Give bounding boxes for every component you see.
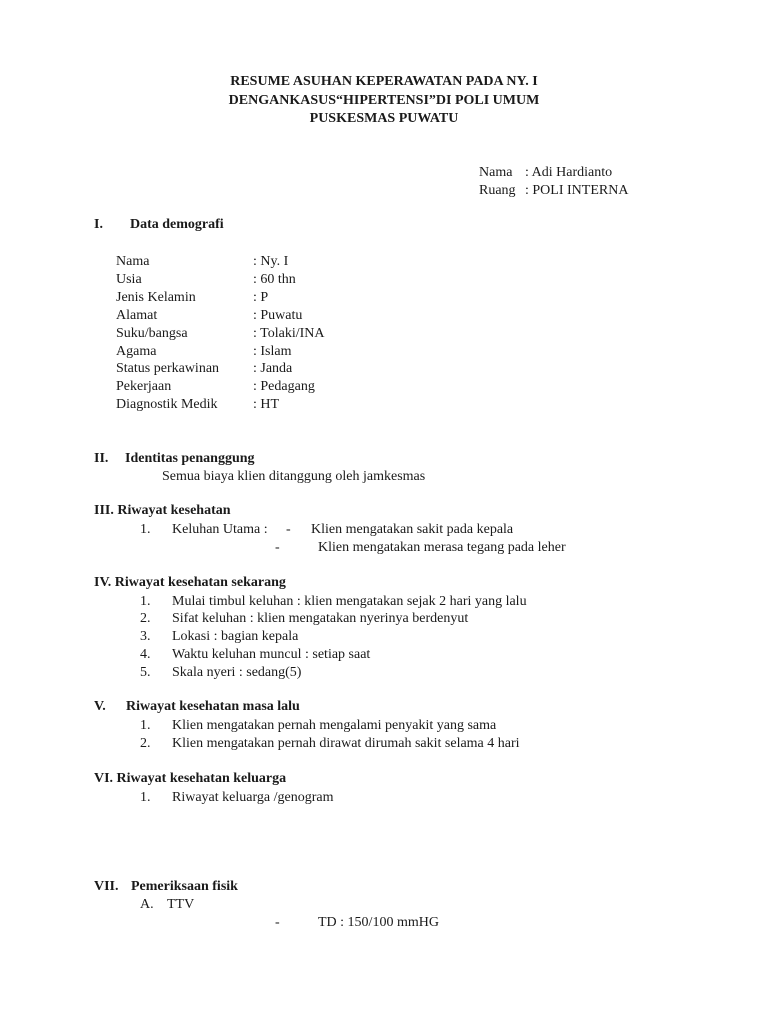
document-title-line-2: DENGANKASUS“HIPERTENSI”DI POLI UMUM	[228, 93, 540, 108]
list-item: Mulai timbul keluhan : klien mengatakan sejak 2 hari yang lalu	[172, 594, 527, 609]
section-7-number: VII.	[94, 879, 119, 894]
complaint-item: Klien mengatakan merasa tegang pada leher	[318, 540, 566, 555]
complaint-item: Klien mengatakan sakit pada kepala	[311, 522, 514, 537]
demo-label: Usia	[116, 272, 142, 287]
list-number: 5.	[140, 665, 151, 680]
demo-value: : Tolaki/INA	[253, 326, 325, 341]
sub-title: TTV	[167, 897, 195, 912]
list-item: Lokasi : bagian kepala	[172, 629, 299, 644]
document-title-line-3: PUSKESMAS PUWATU	[309, 111, 459, 126]
bullet-dash: -	[275, 915, 280, 930]
demo-value: : HT	[253, 397, 280, 412]
demo-value: : Ny. I	[253, 254, 289, 269]
demo-label: Diagnostik Medik	[116, 397, 218, 412]
section-5-title: Riwayat kesehatan masa lalu	[126, 699, 300, 714]
list-number: 4.	[140, 647, 151, 662]
demo-value: : Janda	[253, 361, 293, 376]
document-title-line-1: RESUME ASUHAN KEPERAWATAN PADA NY. I	[230, 74, 538, 89]
list-item: Skala nyeri : sedang(5)	[172, 665, 302, 680]
demo-value: : 60 thn	[253, 272, 296, 287]
demo-label: Pekerjaan	[116, 379, 172, 394]
list-item: Klien mengatakan pernah mengalami penyakit yang sama	[172, 718, 497, 733]
list-item: Klien mengatakan pernah dirawat dirumah sakit selama 4 hari	[172, 736, 520, 751]
list-item: Waktu keluhan muncul : setiap saat	[172, 647, 371, 662]
demo-label: Status perkawinan	[116, 361, 220, 376]
bullet-dash: -	[286, 522, 291, 537]
section-2-title: Identitas penanggung	[125, 451, 255, 466]
author-room-label: Ruang	[479, 183, 516, 198]
demo-label: Jenis Kelamin	[116, 290, 196, 305]
list-number: 1.	[140, 522, 151, 537]
list-item: Riwayat keluarga /genogram	[172, 790, 334, 805]
vital-sign-item: TD : 150/100 mmHG	[318, 915, 439, 930]
list-number: 2.	[140, 611, 151, 626]
demo-label: Agama	[116, 344, 157, 359]
list-number: 1.	[140, 594, 151, 609]
list-number: 2.	[140, 736, 151, 751]
author-name-label: Nama	[479, 165, 513, 180]
demo-value: : Islam	[253, 344, 292, 359]
demo-value: : P	[253, 290, 269, 305]
section-2-text: Semua biaya klien ditanggung oleh jamkesmas	[162, 469, 426, 484]
bullet-dash: -	[275, 540, 280, 555]
section-4-title: IV. Riwayat kesehatan sekarang	[94, 575, 286, 590]
complaint-label: Keluhan Utama :	[172, 522, 268, 537]
section-7-title: Pemeriksaan fisik	[131, 879, 238, 894]
sub-letter: A.	[140, 897, 154, 912]
list-number: 1.	[140, 790, 151, 805]
author-name-value: : Adi Hardianto	[525, 165, 613, 180]
section-1-number: I.	[94, 217, 103, 232]
list-number: 3.	[140, 629, 151, 644]
section-3-title: III. Riwayat kesehatan	[94, 503, 231, 518]
section-2-number: II.	[94, 451, 109, 466]
section-1-title: Data demografi	[130, 217, 224, 232]
demo-label: Suku/bangsa	[116, 326, 188, 341]
demo-value: : Puwatu	[253, 308, 303, 323]
demo-label: Nama	[116, 254, 150, 269]
section-6-title: VI. Riwayat kesehatan keluarga	[94, 771, 287, 786]
demo-value: : Pedagang	[253, 379, 315, 394]
list-item: Sifat keluhan : klien mengatakan nyerinya berdenyut	[172, 611, 469, 626]
demo-label: Alamat	[116, 308, 158, 323]
list-number: 1.	[140, 718, 151, 733]
section-5-number: V.	[94, 699, 106, 714]
author-room-value: : POLI INTERNA	[525, 183, 629, 198]
